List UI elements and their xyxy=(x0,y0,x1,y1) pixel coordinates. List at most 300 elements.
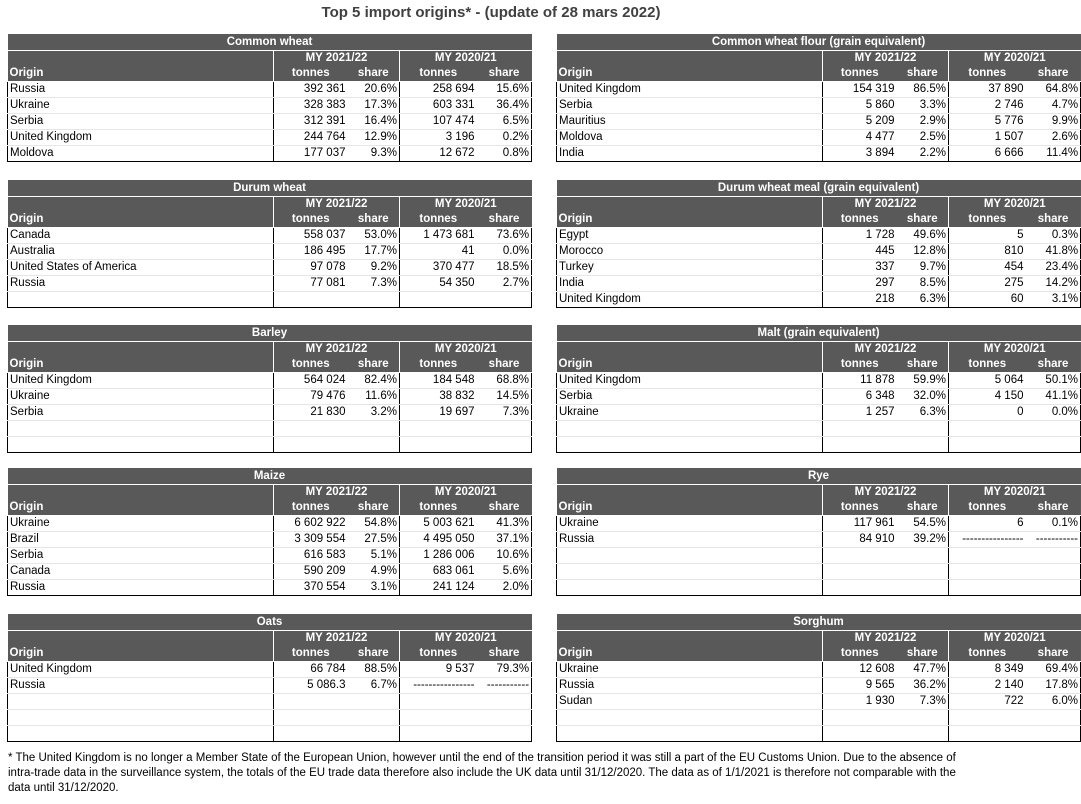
tonnes-cell: 1 473 681 xyxy=(400,228,477,244)
share-cell: 47.7% xyxy=(897,662,949,678)
table-row xyxy=(8,694,532,710)
tonnes-header: tonnes xyxy=(823,500,897,516)
tonnes-cell: 6 602 922 xyxy=(274,516,348,532)
share-cell: 23.4% xyxy=(1026,260,1081,276)
origin-cell: United States of America xyxy=(8,260,274,276)
tonnes-cell: 12 672 xyxy=(400,146,477,162)
share-cell: 16.4% xyxy=(348,114,400,130)
table-rye xyxy=(556,468,1081,596)
share-header: share xyxy=(1026,212,1081,228)
origin-cell: Morocco xyxy=(557,244,823,260)
table-title: Common wheat flour (grain equivalent) xyxy=(557,34,1081,51)
share-header: share xyxy=(897,212,949,228)
share-cell: 0.0% xyxy=(1026,405,1081,421)
tonnes-cell: 5 860 xyxy=(823,98,897,114)
table-title: Durum wheat xyxy=(8,180,532,197)
tonnes-cell xyxy=(949,726,1026,742)
page-title: Top 5 import origins* - (update of 28 mars 2022) xyxy=(321,4,661,21)
tonnes-cell: 12 608 xyxy=(823,662,897,678)
tonnes-cell xyxy=(823,437,897,453)
share-header: share xyxy=(348,357,400,373)
tonnes-cell: 454 xyxy=(949,260,1026,276)
origin-cell: Mauritius xyxy=(557,114,823,130)
tonnes-cell: 6 666 xyxy=(949,146,1026,162)
share-cell: 0.8% xyxy=(477,146,532,162)
tonnes-cell: 9 537 xyxy=(400,662,477,678)
table-oats xyxy=(7,614,532,742)
tonnes-cell: 1 507 xyxy=(949,130,1026,146)
tonnes-header: tonnes xyxy=(274,500,348,516)
share-cell: 6.0% xyxy=(1026,694,1081,710)
table-barley xyxy=(7,325,532,453)
origin-cell: India xyxy=(557,276,823,292)
tonnes-cell: 810 xyxy=(949,244,1026,260)
tonnes-cell: 683 061 xyxy=(400,564,477,580)
tonnes-header: tonnes xyxy=(949,66,1026,82)
year-header: MY 2021/22 xyxy=(274,631,400,647)
tonnes-cell: 370 554 xyxy=(274,580,348,596)
tonnes-cell: 1 286 006 xyxy=(400,548,477,564)
tonnes-cell xyxy=(949,580,1026,596)
share-cell: 6.7% xyxy=(348,678,400,694)
share-cell xyxy=(477,694,532,710)
tonnes-cell: 186 495 xyxy=(274,244,348,260)
share-cell: 88.5% xyxy=(348,662,400,678)
tonnes-header: tonnes xyxy=(274,212,348,228)
tonnes-cell xyxy=(949,710,1026,726)
table-row xyxy=(8,146,532,162)
tonnes-cell: 258 694 xyxy=(400,82,477,98)
tonnes-cell xyxy=(949,421,1026,437)
tonnes-cell xyxy=(274,726,348,742)
share-cell: 7.3% xyxy=(897,694,949,710)
tonnes-cell: 79 476 xyxy=(274,389,348,405)
origin-cell: Egypt xyxy=(557,228,823,244)
table-row xyxy=(8,437,532,453)
tonnes-cell: 722 xyxy=(949,694,1026,710)
table-row xyxy=(557,710,1081,726)
table-row xyxy=(8,98,532,114)
table-row xyxy=(8,228,532,244)
share-cell xyxy=(897,726,949,742)
tonnes-cell: 1 930 xyxy=(823,694,897,710)
share-cell: 12.9% xyxy=(348,130,400,146)
origin-cell xyxy=(8,694,274,710)
origin-cell xyxy=(557,437,823,453)
table-row xyxy=(8,532,532,548)
table-row xyxy=(8,726,532,742)
share-cell: 9.7% xyxy=(897,260,949,276)
tonnes-cell xyxy=(949,437,1026,453)
table-row xyxy=(8,244,532,260)
share-header: share xyxy=(477,357,532,373)
table-common-wheat-flour-grain-equivalent xyxy=(556,34,1081,162)
table-row xyxy=(557,532,1081,548)
origin-cell xyxy=(8,437,274,453)
tonnes-header: tonnes xyxy=(400,357,477,373)
origin-cell: Ukraine xyxy=(557,662,823,678)
origin-cell: Ukraine xyxy=(8,389,274,405)
tonnes-header: tonnes xyxy=(823,357,897,373)
origin-cell xyxy=(557,726,823,742)
share-cell: 5.6% xyxy=(477,564,532,580)
share-cell: 18.5% xyxy=(477,260,532,276)
year-header: MY 2021/22 xyxy=(823,51,949,67)
share-cell: 69.4% xyxy=(1026,662,1081,678)
share-header: share xyxy=(897,357,949,373)
tonnes-cell: 184 548 xyxy=(400,373,477,389)
origin-header: Origin xyxy=(557,357,823,373)
table-row xyxy=(557,373,1081,389)
tonnes-cell xyxy=(400,292,477,308)
tonnes-header: tonnes xyxy=(400,66,477,82)
share-header: share xyxy=(477,212,532,228)
origin-cell: Canada xyxy=(8,564,274,580)
share-cell: 39.2% xyxy=(897,532,949,548)
year-header: MY 2020/21 xyxy=(949,197,1081,213)
table-row xyxy=(557,580,1081,596)
tonnes-cell xyxy=(823,564,897,580)
table-row xyxy=(8,276,532,292)
tonnes-cell: 5 086.3 xyxy=(274,678,348,694)
origin-cell: India xyxy=(557,146,823,162)
table-row xyxy=(557,276,1081,292)
tonnes-header: tonnes xyxy=(400,646,477,662)
tonnes-cell: 5 003 621 xyxy=(400,516,477,532)
share-cell: 54.5% xyxy=(897,516,949,532)
share-cell xyxy=(897,564,949,580)
table-title: Maize xyxy=(8,468,532,485)
share-cell: 0.0% xyxy=(477,244,532,260)
year-header: MY 2020/21 xyxy=(400,51,532,67)
table-row xyxy=(557,98,1081,114)
origin-cell: Canada xyxy=(8,228,274,244)
tonnes-cell: 107 474 xyxy=(400,114,477,130)
share-cell: 9.9% xyxy=(1026,114,1081,130)
tonnes-cell: 392 361 xyxy=(274,82,348,98)
table-row xyxy=(8,82,532,98)
table-maize xyxy=(7,468,532,596)
share-cell xyxy=(348,292,400,308)
tonnes-header: tonnes xyxy=(949,500,1026,516)
tonnes-cell: 11 878 xyxy=(823,373,897,389)
year-header: MY 2020/21 xyxy=(400,197,532,213)
share-cell: 2.9% xyxy=(897,114,949,130)
year-header: MY 2021/22 xyxy=(823,485,949,501)
year-header: MY 2020/21 xyxy=(949,631,1081,647)
tonnes-cell: 4 495 050 xyxy=(400,532,477,548)
share-cell: 50.1% xyxy=(1026,373,1081,389)
share-cell: 59.9% xyxy=(897,373,949,389)
share-cell: 2.0% xyxy=(477,580,532,596)
share-cell: 79.3% xyxy=(477,662,532,678)
table-row xyxy=(8,260,532,276)
tonnes-header: tonnes xyxy=(400,500,477,516)
tonnes-header: tonnes xyxy=(274,66,348,82)
share-cell xyxy=(477,726,532,742)
share-cell: 0.2% xyxy=(477,130,532,146)
share-header: share xyxy=(1026,500,1081,516)
tonnes-cell xyxy=(949,548,1026,564)
tonnes-cell: 603 331 xyxy=(400,98,477,114)
share-cell: 14.5% xyxy=(477,389,532,405)
share-cell xyxy=(1026,548,1081,564)
tonnes-cell: 370 477 xyxy=(400,260,477,276)
origin-header: Origin xyxy=(8,500,274,516)
origin-header: Origin xyxy=(557,500,823,516)
origin-header: Origin xyxy=(557,66,823,82)
origin-cell: Serbia xyxy=(8,114,274,130)
tonnes-header: tonnes xyxy=(949,357,1026,373)
tonnes-cell: 2 140 xyxy=(949,678,1026,694)
share-cell xyxy=(348,726,400,742)
tonnes-cell: 328 383 xyxy=(274,98,348,114)
origin-cell xyxy=(557,710,823,726)
origin-cell: Ukraine xyxy=(8,516,274,532)
tonnes-cell: 1 257 xyxy=(823,405,897,421)
origin-cell xyxy=(557,421,823,437)
origin-header: Origin xyxy=(8,357,274,373)
share-cell: 7.3% xyxy=(348,276,400,292)
table-row xyxy=(557,662,1081,678)
share-cell: 6.5% xyxy=(477,114,532,130)
tonnes-header: tonnes xyxy=(400,212,477,228)
share-cell xyxy=(897,437,949,453)
tonnes-cell: 312 391 xyxy=(274,114,348,130)
table-durum-wheat-meal-grain-equivalent xyxy=(556,180,1081,308)
origin-cell: Russia xyxy=(8,82,274,98)
share-cell: 86.5% xyxy=(897,82,949,98)
share-cell xyxy=(477,292,532,308)
table-title: Barley xyxy=(8,325,532,342)
table-title: Durum wheat meal (grain equivalent) xyxy=(557,180,1081,197)
share-cell: 64.8% xyxy=(1026,82,1081,98)
share-cell: 32.0% xyxy=(897,389,949,405)
tonnes-cell: 97 078 xyxy=(274,260,348,276)
tonnes-cell xyxy=(400,421,477,437)
share-cell: 41.3% xyxy=(477,516,532,532)
share-header: share xyxy=(477,500,532,516)
year-header: MY 2021/22 xyxy=(274,197,400,213)
table-row xyxy=(8,373,532,389)
share-cell: 17.7% xyxy=(348,244,400,260)
share-cell: 4.7% xyxy=(1026,98,1081,114)
share-cell: 0.1% xyxy=(1026,516,1081,532)
share-cell: 14.2% xyxy=(1026,276,1081,292)
origin-cell: United Kingdom xyxy=(8,130,274,146)
share-cell xyxy=(348,437,400,453)
tonnes-cell: 54 350 xyxy=(400,276,477,292)
year-header: MY 2020/21 xyxy=(400,342,532,358)
table-title: Malt (grain equivalent) xyxy=(557,325,1081,342)
tonnes-cell: 241 124 xyxy=(400,580,477,596)
share-cell: 10.6% xyxy=(477,548,532,564)
tonnes-cell: 5 xyxy=(949,228,1026,244)
origin-cell xyxy=(557,548,823,564)
tonnes-cell: 337 xyxy=(823,260,897,276)
tonnes-cell: 60 xyxy=(949,292,1026,308)
tonnes-cell: 616 583 xyxy=(274,548,348,564)
table-row xyxy=(557,421,1081,437)
tonnes-cell xyxy=(274,437,348,453)
tonnes-cell: 6 xyxy=(949,516,1026,532)
year-header: MY 2020/21 xyxy=(400,485,532,501)
year-header: MY 2020/21 xyxy=(949,342,1081,358)
tonnes-cell: 5 064 xyxy=(949,373,1026,389)
origin-cell: United Kingdom xyxy=(557,292,823,308)
share-cell: 2.6% xyxy=(1026,130,1081,146)
share-cell: 3.2% xyxy=(348,405,400,421)
origin-cell xyxy=(8,710,274,726)
tonnes-header: tonnes xyxy=(274,357,348,373)
share-cell xyxy=(348,694,400,710)
table-row xyxy=(557,244,1081,260)
origin-cell: Serbia xyxy=(8,548,274,564)
tonnes-cell xyxy=(823,710,897,726)
table-title: Oats xyxy=(8,614,532,631)
tonnes-cell: 154 319 xyxy=(823,82,897,98)
table-row xyxy=(8,564,532,580)
table-row xyxy=(557,146,1081,162)
table-row xyxy=(557,437,1081,453)
share-cell: 11.4% xyxy=(1026,146,1081,162)
origin-cell: United Kingdom xyxy=(557,373,823,389)
table-title: Common wheat xyxy=(8,34,532,51)
origin-cell xyxy=(557,564,823,580)
tonnes-cell: 177 037 xyxy=(274,146,348,162)
origin-cell: Turkey xyxy=(557,260,823,276)
table-row xyxy=(557,405,1081,421)
tonnes-cell: 117 961 xyxy=(823,516,897,532)
year-header: MY 2020/21 xyxy=(949,51,1081,67)
share-header: share xyxy=(1026,646,1081,662)
share-cell: ----------- xyxy=(477,678,532,694)
origin-cell: Serbia xyxy=(557,98,823,114)
share-cell: 68.8% xyxy=(477,373,532,389)
origin-cell: Ukraine xyxy=(8,98,274,114)
table-durum-wheat xyxy=(7,180,532,308)
table-row xyxy=(557,548,1081,564)
share-cell: 17.3% xyxy=(348,98,400,114)
tonnes-cell xyxy=(949,564,1026,580)
share-cell: 49.6% xyxy=(897,228,949,244)
table-row xyxy=(557,114,1081,130)
table-row xyxy=(557,678,1081,694)
tonnes-cell xyxy=(274,694,348,710)
tonnes-header: tonnes xyxy=(823,646,897,662)
tonnes-cell xyxy=(274,710,348,726)
tonnes-cell: 1 728 xyxy=(823,228,897,244)
tonnes-cell xyxy=(400,437,477,453)
table-row xyxy=(8,405,532,421)
origin-cell xyxy=(8,421,274,437)
tonnes-cell: 41 xyxy=(400,244,477,260)
tonnes-cell: 275 xyxy=(949,276,1026,292)
table-row xyxy=(8,548,532,564)
tonnes-cell xyxy=(274,292,348,308)
share-cell: 20.6% xyxy=(348,82,400,98)
share-cell xyxy=(1026,421,1081,437)
table-row xyxy=(557,726,1081,742)
table-row xyxy=(557,82,1081,98)
share-cell xyxy=(477,437,532,453)
share-cell xyxy=(897,710,949,726)
share-cell xyxy=(897,421,949,437)
table-row xyxy=(8,662,532,678)
share-cell: 9.3% xyxy=(348,146,400,162)
origin-cell: Serbia xyxy=(8,405,274,421)
footnote: * The United Kingdom is no longer a Member State of the European Union, however until the end of the transition period it was still a part of the EU Customs Union. Due to the absence of intra-trade data in the surveillance system, the totals of the EU trade data therefore also include the UK data until 31/12/2020. The data as of 1/1/2021 is therefore not comparable with the data until 31/12/2020. xyxy=(8,752,956,794)
tonnes-header: tonnes xyxy=(274,646,348,662)
origin-cell xyxy=(557,580,823,596)
tonnes-cell: 5 776 xyxy=(949,114,1026,130)
share-header: share xyxy=(897,646,949,662)
origin-cell: Russia xyxy=(8,580,274,596)
share-cell: 0.3% xyxy=(1026,228,1081,244)
table-row xyxy=(8,710,532,726)
origin-cell: Ukraine xyxy=(557,516,823,532)
origin-cell: United Kingdom xyxy=(8,662,274,678)
table-row xyxy=(8,421,532,437)
share-header: share xyxy=(1026,66,1081,82)
tonnes-cell xyxy=(400,710,477,726)
tonnes-cell: 297 xyxy=(823,276,897,292)
share-cell: 36.2% xyxy=(897,678,949,694)
share-cell: 17.8% xyxy=(1026,678,1081,694)
origin-cell: Brazil xyxy=(8,532,274,548)
year-header: MY 2021/22 xyxy=(274,51,400,67)
year-header: MY 2021/22 xyxy=(274,485,400,501)
share-cell: 4.9% xyxy=(348,564,400,580)
table-row xyxy=(557,564,1081,580)
tonnes-cell: 6 348 xyxy=(823,389,897,405)
share-cell xyxy=(897,548,949,564)
share-cell: 73.6% xyxy=(477,228,532,244)
origin-cell: Ukraine xyxy=(557,405,823,421)
share-cell: 36.4% xyxy=(477,98,532,114)
share-header: share xyxy=(897,500,949,516)
origin-header: Origin xyxy=(557,212,823,228)
tonnes-cell: 21 830 xyxy=(274,405,348,421)
table-sorghum xyxy=(556,614,1081,742)
tonnes-cell: 4 477 xyxy=(823,130,897,146)
share-cell: 3.3% xyxy=(897,98,949,114)
tonnes-cell: 445 xyxy=(823,244,897,260)
table-row xyxy=(8,130,532,146)
share-cell: 7.3% xyxy=(477,405,532,421)
tonnes-cell: 5 209 xyxy=(823,114,897,130)
origin-cell: Australia xyxy=(8,244,274,260)
share-cell: ----------- xyxy=(1026,532,1081,548)
share-cell: 6.3% xyxy=(897,405,949,421)
tonnes-cell: 0 xyxy=(949,405,1026,421)
share-header: share xyxy=(348,212,400,228)
share-header: share xyxy=(477,646,532,662)
tonnes-cell: 590 209 xyxy=(274,564,348,580)
origin-cell: Sudan xyxy=(557,694,823,710)
year-header: MY 2021/22 xyxy=(823,197,949,213)
origin-cell: Russia xyxy=(8,276,274,292)
origin-header: Origin xyxy=(8,212,274,228)
share-cell: 41.1% xyxy=(1026,389,1081,405)
tonnes-cell xyxy=(823,421,897,437)
tonnes-cell: ---------------- xyxy=(400,678,477,694)
tonnes-cell: 218 xyxy=(823,292,897,308)
origin-cell xyxy=(8,726,274,742)
share-cell: 8.5% xyxy=(897,276,949,292)
table-row xyxy=(557,228,1081,244)
tonnes-header: tonnes xyxy=(823,212,897,228)
